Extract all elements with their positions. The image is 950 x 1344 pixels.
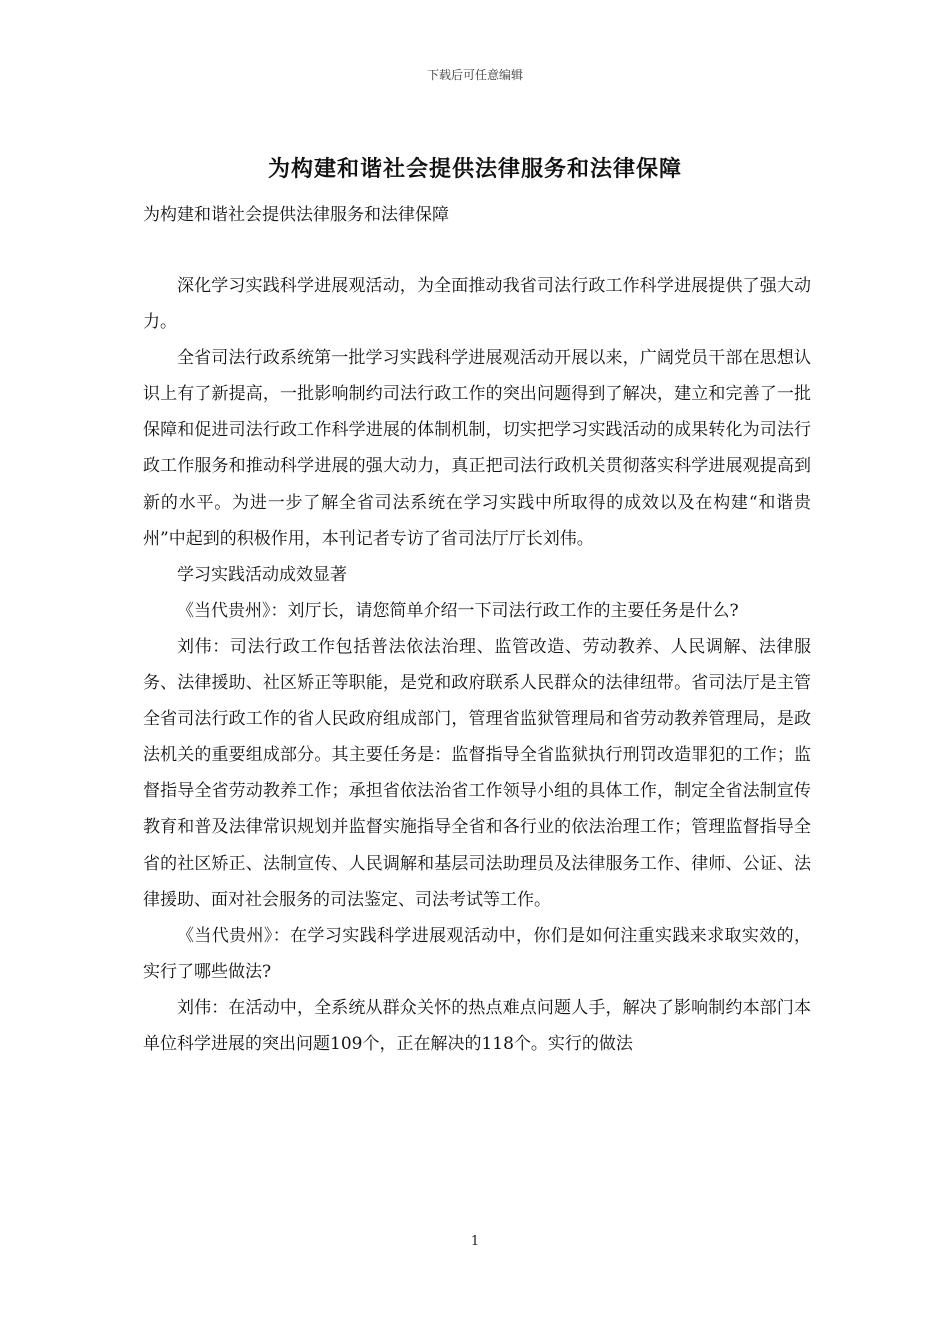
page-number: 1 xyxy=(470,1234,480,1249)
paragraph: 深化学习实践科学进展观活动，为全面推动我省司法行政工作科学进展提供了强大动力。 xyxy=(143,276,811,333)
paragraph: 刘伟：在活动中，全系统从群众关怀的热点难点问题人手，解决了影响制约本部门本单位科学进展的突出问题109个，正在解决的118个。实行的做法 xyxy=(143,997,811,1054)
section-heading: 学习实践活动成效显著 xyxy=(177,564,347,585)
document-title: 为构建和谐社会提供法律服务和法律保障 xyxy=(267,156,682,182)
document-subtitle: 为构建和谐社会提供法律服务和法律保障 xyxy=(143,205,449,225)
paragraph: 刘伟：司法行政工作包括普法依法治理、监管改造、劳动教养、人民调解、法律服务、法律援助、社区矫正等职能，是党和政府联系人民群众的法律纽带。省司法厅是主管全省司法行政工作的省人民政府组成部门，管理省监狱管理局和省劳动教养管理局，是政法机关的重要组成部分。其主要任务是：监督指导全省监狱执行刑罚改造罪犯的工作；监督指导全省劳动教养工作；承担省依法治省工作领导小组的具体工作，制定全省法制宣传教育和普及法律常识规划并监督实施指导全省和各行业的依法治理工作；管理监督指导全省的社区矫正、法制宣传、人民调解和基层司法助理员及法律服务工作、律师、公证、法律援助、面对社会服务的司法鉴定、司法考试等工作。 xyxy=(143,636,811,910)
paragraph: 《当代贵州》：刘厅长，请您简单介绍一下司法行政工作的主要任务是什么? xyxy=(177,600,739,621)
document-body xyxy=(143,268,811,1062)
header-note: 下载后可任意编辑 xyxy=(426,68,523,82)
paragraph: 全省司法行政系统第一批学习实践科学进展观活动开展以来，广阔党员干部在思想认识上有了新提高，一批影响制约司法行政工作的突出问题得到了解决，建立和完善了一批保障和促进司法行政工作科学进展的体制机制，切实把学习实践活动的成果转化为司法行政工作服务和推动科学进展的强大动力，真正把司法行政机关贯彻落实科学进展观提高到新的水平。为进一步了解全省司法系统在学习实践中所取得的成效以及在构建“和谐贵州”中起到的积极作用，本刊记者专访了省司法厅厅长刘伟。 xyxy=(143,348,811,549)
paragraph: 《当代贵州》：在学习实践科学进展观活动中，你们是如何注重实践来求取实效的，实行了哪些做法? xyxy=(143,925,811,982)
